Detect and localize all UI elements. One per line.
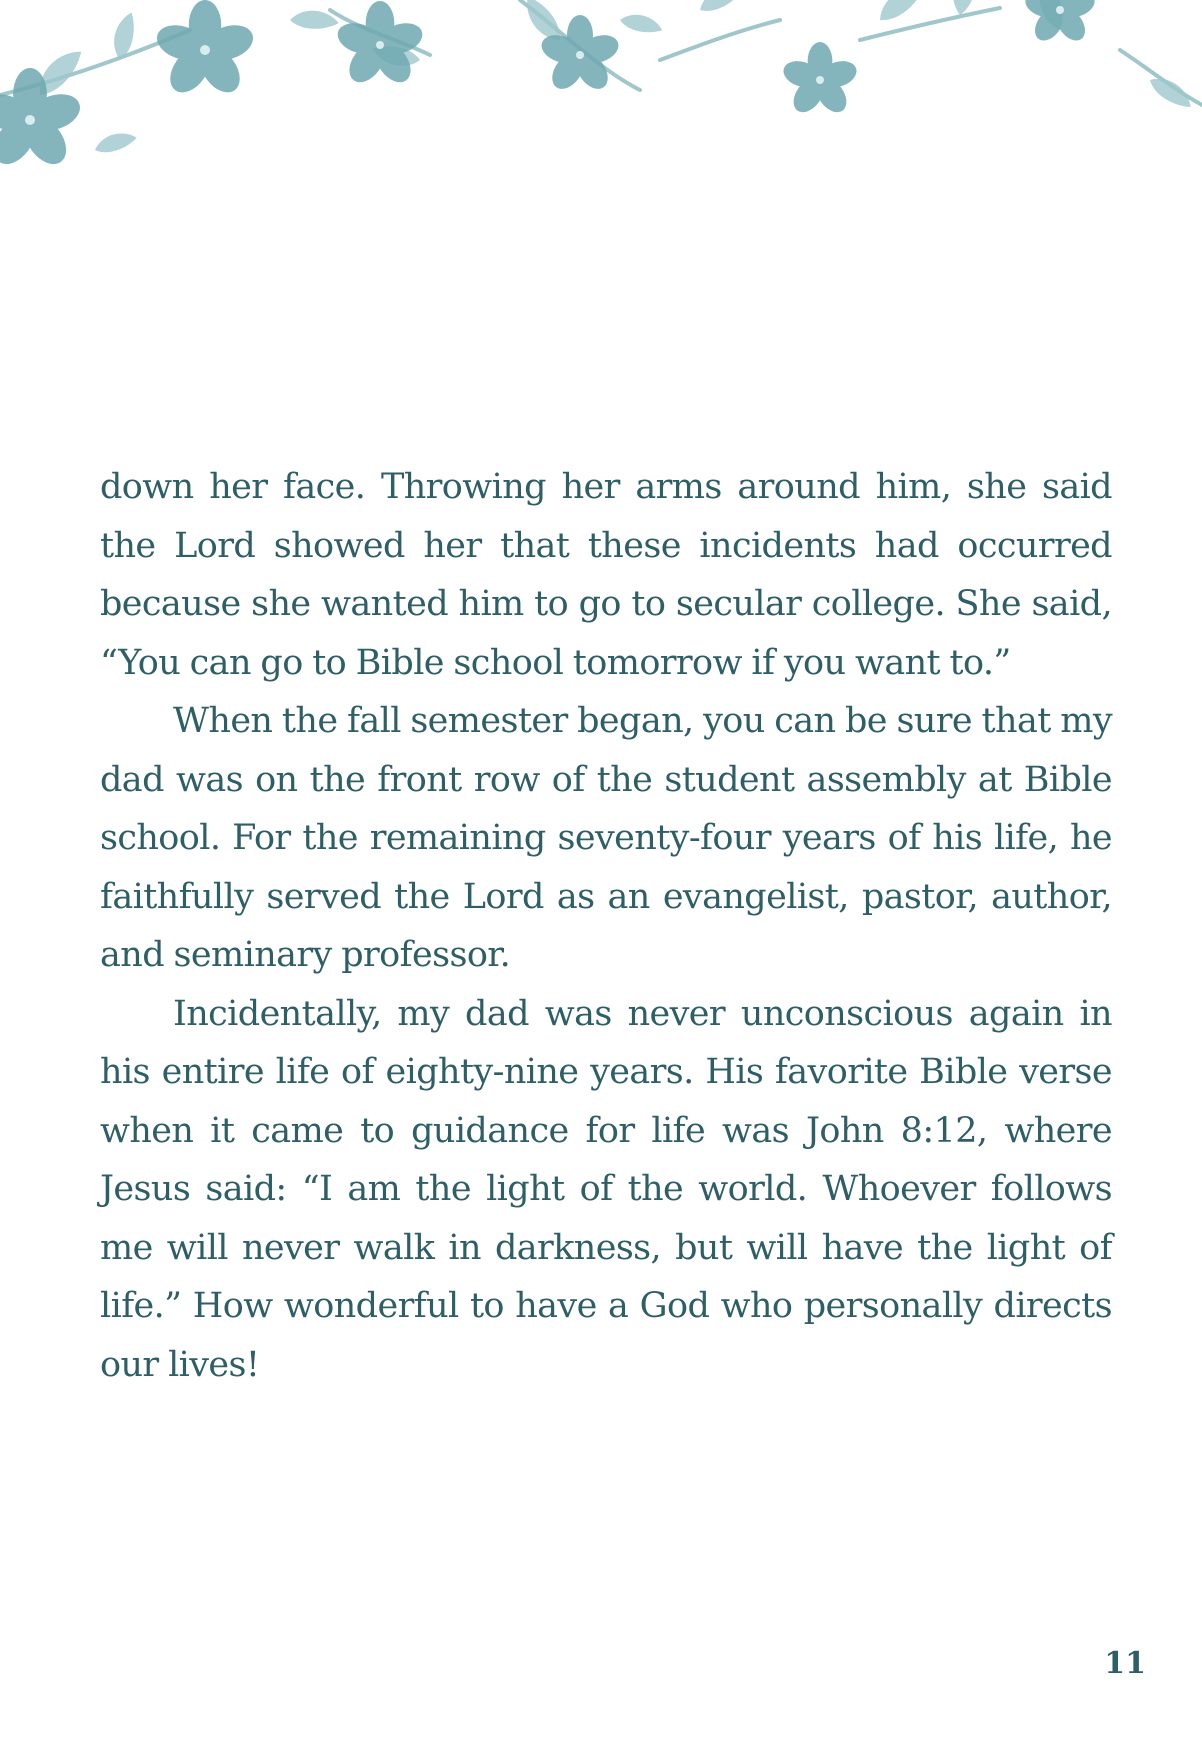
paragraph-1: down her face. Throwing her arms around him, she said the Lord showed her that these incidents had occurred because she wanted him to go to secular college. She said, “You can go to Bible school tomorrow if you want to.” (100, 467, 1112, 683)
body-text (100, 458, 1112, 1394)
paragraph-2: When the fall semester began, you can be sure that my dad was on the front row of the student assembly at Bible school. For the remaining seventy-four years of his life, he faithfully served the Lord as an evangelist, pastor, author, and seminary professor. (100, 701, 1112, 975)
page-number: 11 (1104, 1646, 1146, 1681)
paragraph-3: Incidentally, my dad was never unconscious again in his entire life of eighty-nine years. His favorite Bible verse when it came to guidance for life was John 8:12, where Jesus said: “I am the light of the world. Whoever follows me will never walk in darkness, but will have the light of life.” How wonderful to have a God who personally directs our lives! (100, 993, 1112, 1385)
floral-border-icon (0, 0, 1202, 180)
